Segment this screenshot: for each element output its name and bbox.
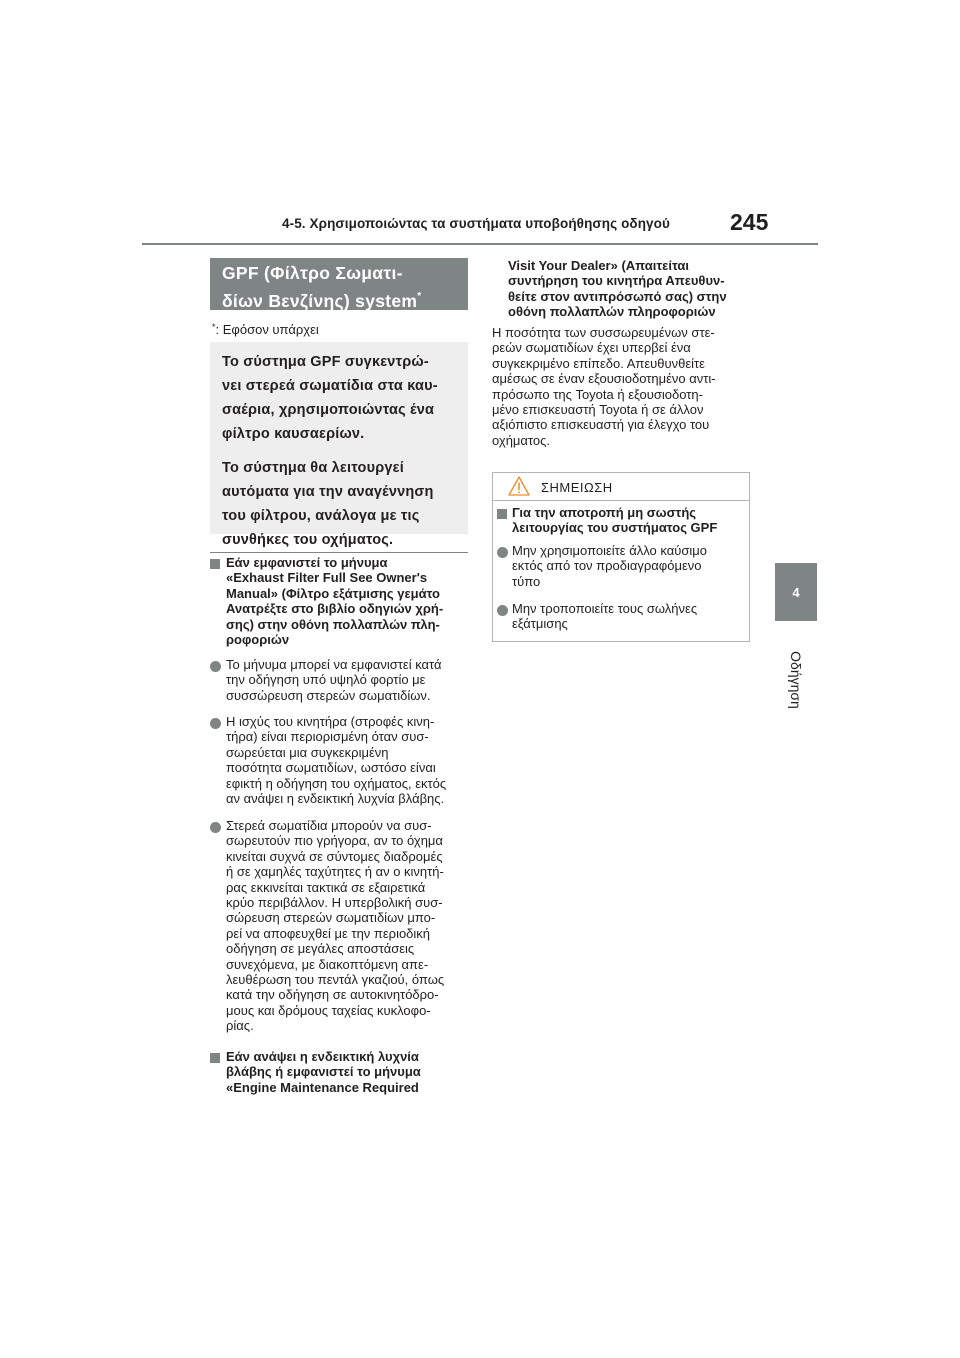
- bullet-line: εφικτή η οδήγηση του οχήματος, εκτός: [226, 775, 447, 791]
- section1-heading-line: ροφοριών: [226, 632, 290, 648]
- circle-bullet-icon: [210, 822, 221, 833]
- bullet-line: σώρευση στερεών σωματιδίων μπο-: [226, 910, 436, 926]
- body-line: μένο επισκευαστή Toyota ή σε άλλον: [492, 402, 704, 418]
- section-title-asterisk: *: [417, 291, 422, 302]
- circle-bullet-icon: [497, 605, 508, 616]
- body-line: πρόσωπο της Toyota ή εξουσιοδοτη-: [492, 386, 703, 402]
- section1-heading-line: Εάν εμφανιστεί το μήνυμα: [226, 555, 388, 570]
- section-title-line-2-text: δίων Βενζίνης) system: [222, 291, 418, 311]
- section-divider: [210, 552, 468, 553]
- circle-bullet-icon: [210, 661, 221, 672]
- bullet-line: σωρεύεται μια συγκεκριμένη: [226, 744, 389, 760]
- body-line: αξιόπιστο επισκευαστή για έλεγχο του: [492, 417, 710, 433]
- section2-heading-line: Visit Your Dealer» (Απαιτείται: [508, 258, 689, 273]
- bullet-line: ή σε χαμηλές ταχύτητες ή αν ο κινητή-: [226, 864, 444, 880]
- intro-p1-line-4: φίλτρο καυσαερίων.: [222, 426, 365, 442]
- bullet-line: συσσώρευση στερεών σωματιδίων.: [226, 687, 431, 703]
- section2-heading-right: [508, 258, 727, 320]
- footnote-asterisk: *: [212, 322, 216, 332]
- bullet-line: την οδήγηση υπό υψηλό φορτίο με: [226, 672, 426, 688]
- section2-heading-line: βλάβης ή εμφανιστεί το μήνυμα: [226, 1064, 421, 1080]
- warning-triangle-icon: [508, 476, 530, 496]
- bullet-line: αν ανάψει η ενδεικτική λυχνία βλάβης.: [226, 791, 445, 807]
- footnote: [212, 322, 319, 337]
- note-bullet-line: Μην τροποποιείτε τους σωλήνες: [512, 601, 698, 616]
- bullet-line: ρας εκκινείται τακτικά σε εξαιρετικά: [226, 879, 426, 895]
- note-header-divider: [492, 500, 750, 501]
- intro-p2-line-3: του φίλτρου, ανάλογα με τις: [222, 508, 420, 524]
- section2-heading-line: θείτε στον αντιπρόσωπό σας) στην: [508, 288, 727, 304]
- intro-p1-line-2: νει στερεά σωματίδια στα καυ-: [222, 378, 438, 394]
- bullet-line: Η ισχύς του κινητήρα (στροφές κινη-: [226, 714, 435, 729]
- note-heading-line: λειτουργίας του συστήματος GPF: [512, 520, 718, 536]
- chapter-tab-label-text: Οδήγηση: [788, 651, 804, 709]
- chapter-header: 4-5. Χρησιμοποιώντας τα συστήματα υποβοήθησης οδηγού: [282, 216, 670, 231]
- bullet-line: συνεχόμενα, με διακοπτόμενη απε-: [226, 956, 429, 972]
- bullet-line: Το μήνυμα μπορεί να εμφανιστεί κατά: [226, 657, 442, 672]
- bullet-line: κρύο περιβάλλον. Η υπερβολική συσ-: [226, 895, 443, 911]
- section2-heading-line: συντήρηση του κινητήρα Απευθυν-: [508, 273, 725, 289]
- note-heading: [512, 505, 717, 536]
- note-bullet-1: [512, 543, 707, 589]
- intro-p2-line-1: Το σύστημα θα λειτουργεί: [222, 460, 404, 476]
- bullet-line: κατά την οδήγηση σε αυτοκινητόδρο-: [226, 987, 439, 1003]
- note-heading-line: Για την αποτροπή μη σωστής: [512, 505, 697, 520]
- bullet-line: ρεί να αποφευχθεί με την περιοδική: [226, 925, 431, 941]
- note-bullet-line: Μην χρησιμοποιείτε άλλο καύσιμο: [512, 543, 707, 558]
- intro-p1-line-1: Το σύστημα GPF συγκεντρώ-: [222, 354, 429, 370]
- section1-heading-line: «Exhaust Filter Full See Owner's: [226, 570, 428, 586]
- footnote-text: : Εφόσον υπάρχει: [215, 322, 319, 337]
- section1-bullet-1: [226, 657, 442, 703]
- intro-paragraph-1: [222, 350, 456, 446]
- note-bullet-line: εκτός από τον προδιαγραφόμενο: [512, 558, 702, 574]
- chapter-tab: 4: [775, 563, 817, 621]
- bullet-line: τήρα) είναι περιορισμένη όταν συσ-: [226, 729, 429, 745]
- section2-heading-line: οθόνη πολλαπλών πληροφοριών: [508, 304, 716, 320]
- section1-heading-line: Ανατρέξτε στο βιβλίο οδηγιών χρή-: [226, 601, 444, 617]
- note-bullet-line: εξάτμισης: [512, 616, 568, 632]
- square-bullet-icon: [210, 559, 220, 569]
- section-title-line-1: GPF (Φίλτρο Σωματι-: [222, 263, 403, 283]
- chapter-tab-label: [770, 640, 822, 720]
- bullet-line: Στερεά σωματίδια μπορούν να συσ-: [226, 818, 432, 833]
- bullet-line: ποσότητα σωματιδίων, ωστόσο είναι: [226, 760, 436, 776]
- circle-bullet-icon: [497, 547, 508, 558]
- square-bullet-icon: [210, 1053, 220, 1063]
- body-line: συγκεκριμένο επίπεδο. Απευθυνθείτε: [492, 355, 705, 371]
- section-title-line-2: [222, 285, 456, 313]
- bullet-line: σωρευτούν πιο γρήγορα, αν το όχημα: [226, 833, 443, 849]
- section1-heading-line: Manual» (Φίλτρο εξάτμισης γεμάτο: [226, 585, 440, 601]
- section2-heading-line: Εάν ανάψει η ενδεικτική λυχνία: [226, 1049, 419, 1064]
- note-bullet-line: τύπο: [512, 573, 541, 589]
- note-bullet-2: [512, 601, 697, 632]
- section1-heading: [226, 555, 443, 647]
- section2-heading-line: «Engine Maintenance Required: [226, 1079, 419, 1095]
- page-number: 245: [730, 209, 769, 235]
- intro-box: [210, 342, 468, 548]
- intro-paragraph-2: [222, 456, 456, 552]
- section1-bullet-2: [226, 714, 446, 806]
- section2-heading-left: [226, 1049, 421, 1095]
- body-line: Η ποσότητα των συσσωρευμένων στε-: [492, 325, 715, 340]
- note-title: ΣΗΜΕΙΩΣΗ: [541, 480, 613, 495]
- section1-bullet-3: [226, 818, 444, 1034]
- square-bullet-icon: [497, 509, 507, 519]
- intro-p1-line-3: σαέρια, χρησιμοποιώντας ένα: [222, 402, 435, 418]
- intro-p2-line-4: συνθήκες του οχήματος.: [222, 532, 394, 548]
- header-divider: [142, 243, 818, 245]
- body-line: αμέσως σε έναν εξουσιοδοτημένο αντι-: [492, 371, 716, 387]
- bullet-line: μους και δρόμους ταχείας κυκλοφο-: [226, 1002, 431, 1018]
- intro-p2-line-2: αυτόματα για την αναγέννηση: [222, 484, 434, 500]
- bullet-line: ρίας.: [226, 1018, 254, 1034]
- body-line: οχήματος.: [492, 432, 550, 448]
- bullet-line: οδήγηση σε μεγάλες αποστάσεις: [226, 941, 415, 957]
- circle-bullet-icon: [210, 718, 221, 729]
- body-line: ρεών σωματιδίων έχει υπερβεί ένα: [492, 340, 691, 356]
- section2-body: [492, 325, 716, 448]
- section-title-box: [210, 258, 468, 310]
- bullet-line: λευθέρωση του πεντάλ γκαζιού, όπως: [226, 972, 445, 988]
- bullet-line: κινείται συχνά σε σύντομες διαδρομές: [226, 848, 443, 864]
- section1-heading-line: σης) στην οθόνη πολλαπλών πλη-: [226, 616, 440, 632]
